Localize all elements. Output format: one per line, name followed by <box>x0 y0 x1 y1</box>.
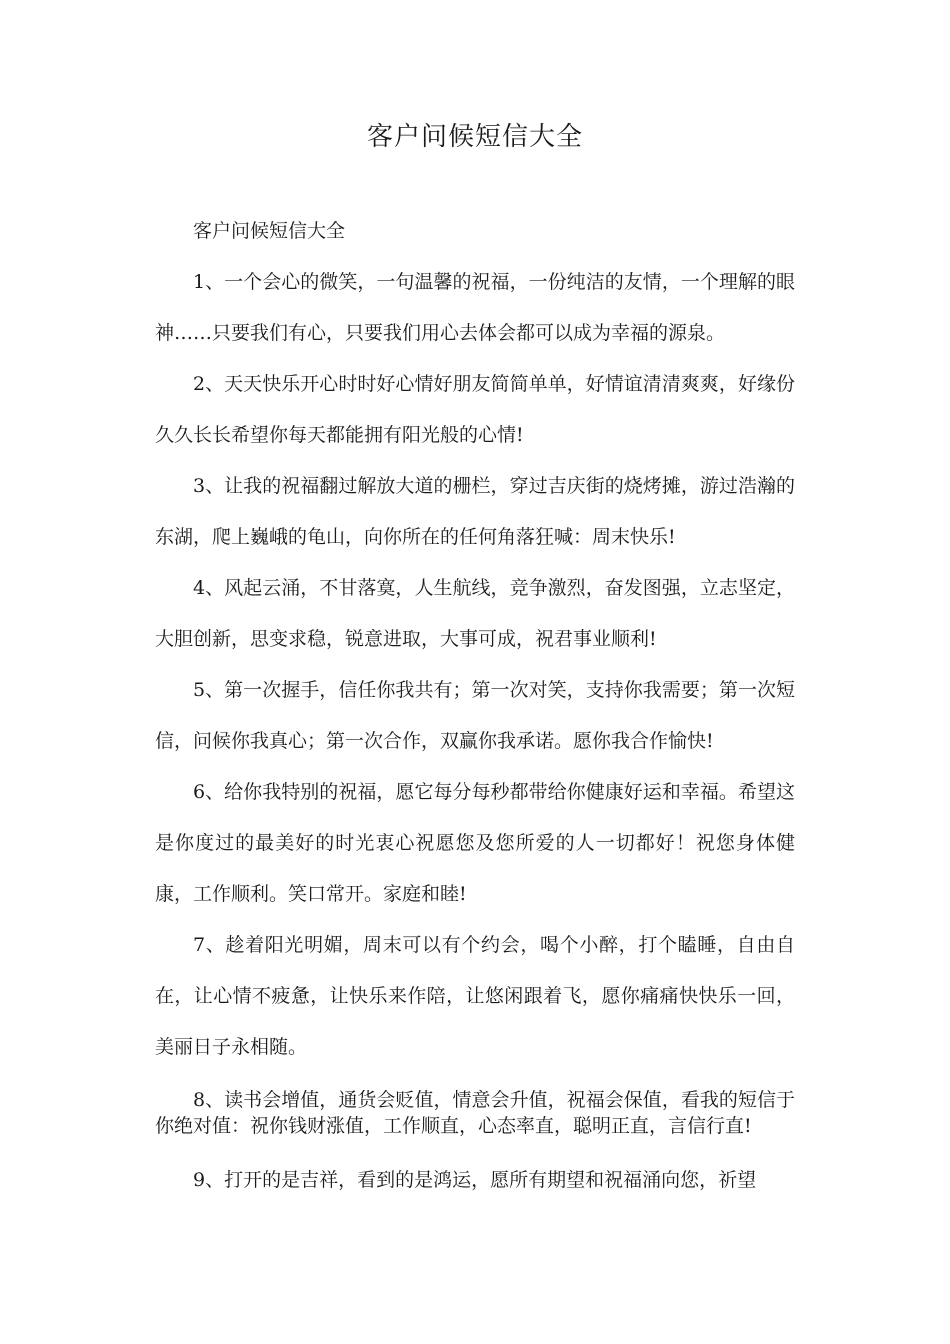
document-subtitle: 客户问候短信大全 <box>193 220 346 242</box>
paragraph-2: 2、天天快乐开心时时好心情好朋友简简单单，好情谊清清爽爽，好缘份久久长长希望你每天都能拥有阳光般的心情! <box>155 373 795 446</box>
paragraph-6: 6、给你我特别的祝福，愿它每分每秒都带给你健康好运和幸福。希望这是你度过的最美好的时光衷心祝愿您及您所爱的人一切都好！祝您身体健康，工作顺利。笑口常开。家庭和睦! <box>155 781 795 905</box>
paragraph-3: 3、让我的祝福翻过解放大道的栅栏，穿过吉庆街的烧烤摊，游过浩瀚的东湖，爬上巍峨的龟山，向你所在的任何角落狂喊：周末快乐! <box>155 475 795 548</box>
document-title: 客户问候短信大全 <box>366 122 583 152</box>
document-body <box>155 206 795 1206</box>
paragraph-4: 4、风起云涌，不甘落寞，人生航线，竞争激烈，奋发图强，立志坚定，大胆创新，思变求稳，锐意进取，大事可成，祝君事业顺利! <box>155 577 795 650</box>
paragraph-1: 1、一个会心的微笑，一句温馨的祝福，一份纯洁的友情，一个理解的眼神……只要我们有心，只要我们用心去体会都可以成为幸福的源泉。 <box>155 271 795 344</box>
paragraph-7: 7、趁着阳光明媚，周末可以有个约会，喝个小醉，打个瞌睡，自由自在，让心情不疲惫，让快乐来作陪，让悠闲跟着飞，愿你痛痛快快乐一回，美丽日子永相随。 <box>155 934 795 1058</box>
paragraph-5: 5、第一次握手，信任你我共有；第一次对笑，支持你我需要；第一次短信，问候你我真心；第一次合作，双赢你我承诺。愿你我合作愉快! <box>155 679 795 752</box>
paragraph-8: 8、读书会增值，通货会贬值，情意会升值，祝福会保值，看我的短信于你绝对值：祝你钱财涨值，工作顺直，心态率直，聪明正直，言信行直! <box>155 1089 795 1137</box>
paragraph-9: 9、打开的是吉祥，看到的是鸿运，愿所有期望和祝福涌向您，祈望 <box>193 1169 757 1191</box>
